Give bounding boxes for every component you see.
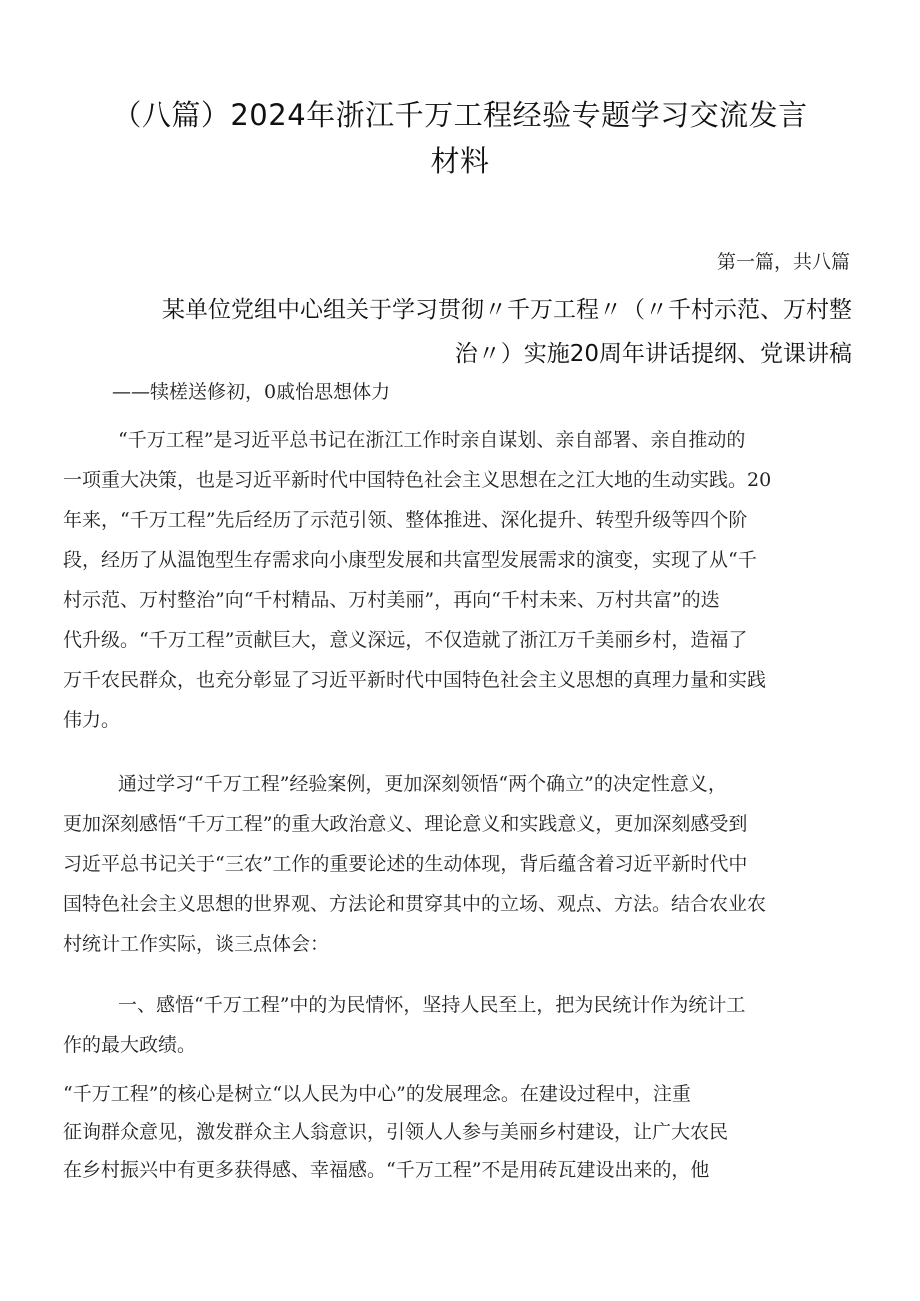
- paragraph-line: 代升级。“千万工程”贡献巨大，意义深远，不仅造就了浙江万千美丽乡村，造福了: [63, 629, 748, 651]
- paragraph-line: 段，经历了从温饱型生存需求向小康型发展和共富型发展需求的演变，实现了从“千: [63, 549, 757, 571]
- paragraph-line: 更加深刻感悟“千万工程”的重大政治意义、理论意义和实践意义，更加深刻感受到: [63, 813, 748, 835]
- paragraph-line: 作的最大政绩。: [63, 1034, 197, 1056]
- section-heading-paragraph: [63, 985, 863, 1065]
- paragraph-line: 征询群众意见，激发群众主人翁意识，引领人人参与美丽乡村建设，让广大农民: [63, 1121, 729, 1143]
- title-line: 材料: [430, 144, 490, 178]
- paragraph-line: 国特色社会主义思想的世界观、方法论和贯穿其中的立场、观点、方法。结合农业农: [63, 893, 767, 915]
- paragraph-line: 伟力。: [63, 709, 121, 731]
- paragraph-line: 村示范、万村整治”向“千村精品、万村美丽”，再向“千村未来、万村共富”的迭: [63, 589, 720, 611]
- byline: ——犊槎送修初，0戚怡思想体力: [112, 381, 391, 403]
- paragraph-line: “千万工程”是习近平总书记在浙江工作时亲自谋划、亲自部署、亲自推动的: [118, 429, 746, 451]
- body-paragraph: [63, 1075, 863, 1189]
- article-subtitle: [100, 288, 852, 376]
- body-paragraph: [63, 420, 863, 740]
- paragraph-line: 村统计工作实际，谈三点体会：: [63, 933, 330, 955]
- paragraph-line: “千万工程”的核心是树立“以人民为中心”的发展理念。在建设过程中，注重: [63, 1083, 691, 1105]
- paragraph-line: 年来，“千万工程”先后经历了示范引领、整体推进、深化提升、转型升级等四个阶: [63, 509, 748, 531]
- document-title: [80, 92, 840, 184]
- subtitle-line: 治〃）实施20周年讲话提纲、党课讲稿: [454, 341, 852, 367]
- paragraph-line: 在乡村振兴中有更多获得感、幸福感。“千万工程”不是用砖瓦建设出来的，他: [63, 1159, 710, 1181]
- paragraph-line: 一项重大决策，也是习近平新时代中国特色社会主义思想在之江大地的生动实践。20: [63, 469, 772, 491]
- paragraph-line: 通过学习“千万工程”经验案例，更加深刻领悟“两个确立”的决定性意义，: [118, 773, 727, 795]
- title-line: （八篇）2024年浙江千万工程经验专题学习交流发言: [112, 98, 808, 132]
- body-paragraph: [63, 764, 863, 964]
- pagination-label: 第一篇，共八篇: [716, 251, 850, 273]
- paragraph-line: 习近平总书记关于“三农”工作的重要论述的生动体现，背后蕴含着习近平新时代中: [63, 853, 748, 875]
- subtitle-line: 某单位党组中心组关于学习贯彻〃千万工程〃（〃千村示范、万村整: [162, 297, 852, 323]
- paragraph-line: 万千农民群众，也充分彰显了习近平新时代中国特色社会主义思想的真理力量和实践: [63, 669, 767, 691]
- paragraph-line: 一、感悟“千万工程”中的为民情怀，坚持人民至上，把为民统计作为统计工: [118, 994, 746, 1016]
